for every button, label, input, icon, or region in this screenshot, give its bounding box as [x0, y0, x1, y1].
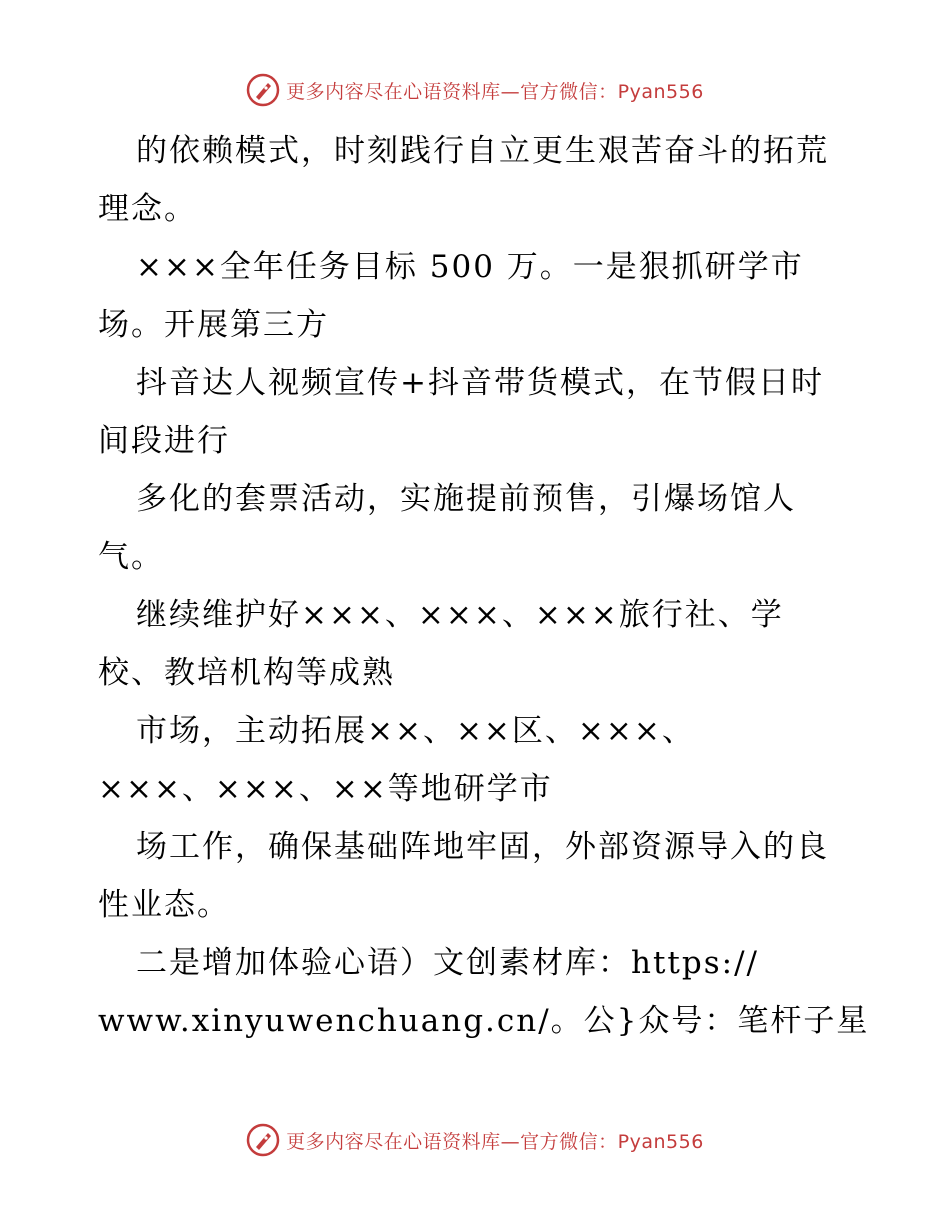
text-line: 场工作，确保基础阵地牢固，外部资源导入的良 — [136, 829, 829, 865]
header-watermark — [0, 70, 950, 110]
text-line: 继续维护好×××、×××、×××旅行社、学 — [136, 597, 784, 633]
footer-watermark — [0, 1120, 950, 1160]
text-line: www.xinyuwenchuang.cn/。公}众号：笔杆子星 — [98, 1003, 870, 1039]
text-line: 抖音达人视频宣传+抖音带货模式，在节假日时 — [136, 365, 824, 401]
text-line: 市场，主动拓展××、××区、×××、 — [136, 713, 695, 749]
watermark-text: 更多内容尽在心语资料库—官方微信：Pyan556 — [286, 1130, 704, 1153]
text-line: 气。 — [98, 539, 164, 575]
document-body — [98, 122, 870, 1050]
text-line: 多化的套票活动，实施提前预售，引爆场馆人 — [136, 481, 796, 517]
text-line: 性业态。 — [98, 887, 230, 923]
text-line: 理念。 — [98, 191, 197, 227]
text-line: 校、教培机构等成熟 — [98, 655, 395, 691]
text-line: ×××全年任务目标 500 万。一是狠抓研学市 — [136, 249, 804, 285]
pen-nib-icon — [246, 73, 280, 107]
watermark-text: 更多内容尽在心语资料库—官方微信：Pyan556 — [286, 80, 704, 103]
text-line: ×××、×××、××等地研学市 — [98, 771, 553, 807]
pen-nib-icon — [246, 1123, 280, 1157]
text-line: 二是增加体验心语）文创素材库：https:// — [136, 945, 759, 981]
text-line: 的依赖模式，时刻践行自立更生艰苦奋斗的拓荒 — [136, 133, 829, 169]
text-line: 场。开展第三方 — [98, 307, 329, 343]
text-line: 间段进行 — [98, 423, 230, 459]
